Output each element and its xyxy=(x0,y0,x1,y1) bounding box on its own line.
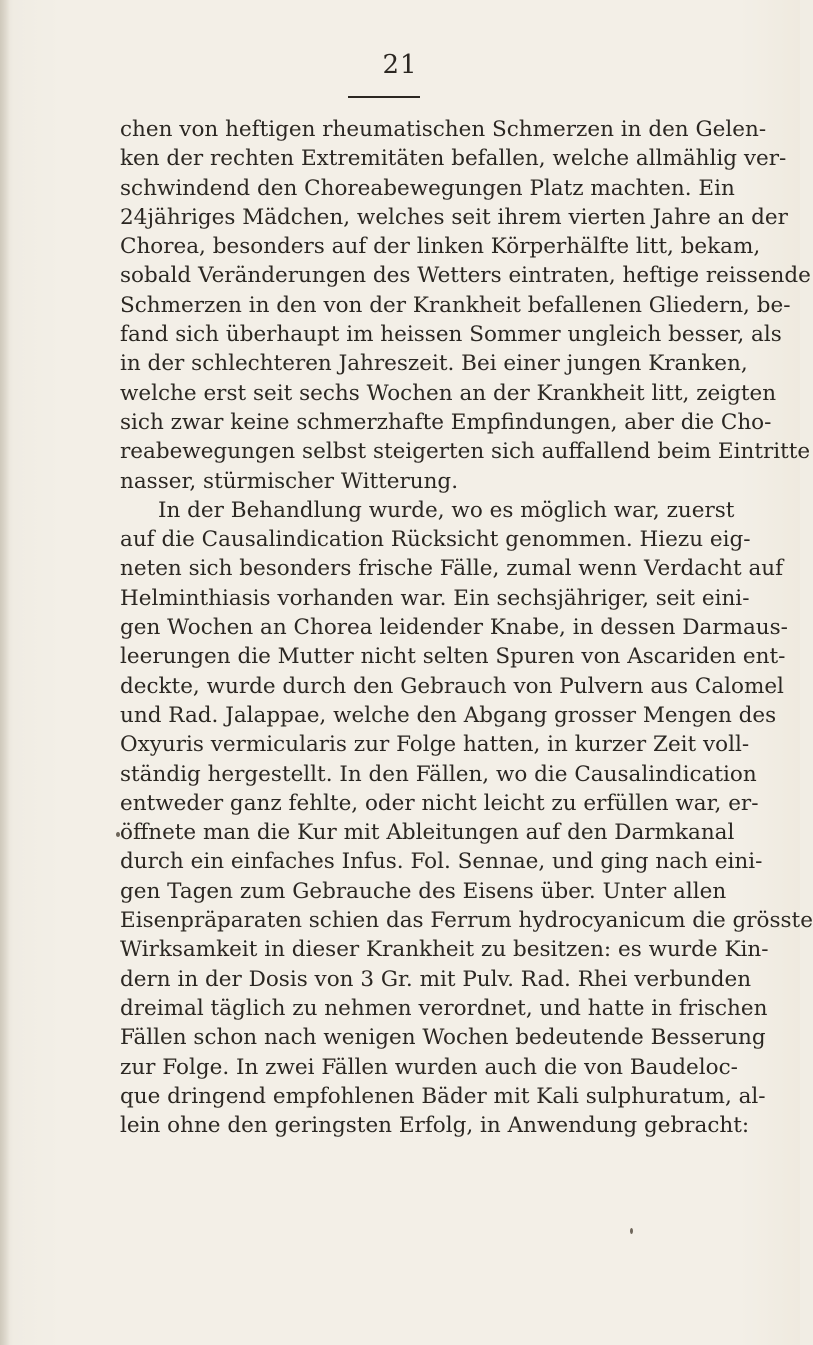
text-line: que dringend empfohlenen Bäder mit Kali sulphuratum, al- xyxy=(120,1083,766,1109)
text-line: öffnete man die Kur mit Ableitungen auf den Darmkanal xyxy=(120,820,735,846)
text-line: reabewegungen selbst steigerten sich auffallend beim Eintritte xyxy=(120,439,811,465)
text-line: Helminthiasis vorhanden war. Ein sechsjähriger, seit eini- xyxy=(120,585,750,611)
text-line: schwindend den Choreabewegungen Platz machten. Ein xyxy=(120,175,735,201)
text-line: ständig hergestellt. In den Fällen, wo die Causalindication xyxy=(120,761,757,787)
text-line: fand sich überhaupt im heissen Sommer ungleich besser, als xyxy=(120,322,782,348)
text-line: ken der rechten Extremitäten befallen, welche allmählig ver- xyxy=(120,146,787,172)
text-line: sich zwar keine schmerzhafte Empfindungen, aber die Cho- xyxy=(120,409,772,435)
spine-shadow xyxy=(0,0,10,1345)
text-line: welche erst seit sechs Wochen an der Krankheit litt, zeigten xyxy=(120,380,777,406)
text-line: Wirksamkeit in dieser Krankheit zu besitzen: es wurde Kin- xyxy=(120,937,769,963)
text-line: leerungen die Mutter nicht selten Spuren von Ascariden ent- xyxy=(120,644,786,670)
text-line: entweder ganz fehlte, oder nicht leicht zu erfüllen war, er- xyxy=(120,790,759,816)
page-number: 21 xyxy=(382,50,418,80)
ink-speck xyxy=(630,1228,633,1234)
text-line: auf die Causalindication Rücksicht genommen. Hiezu eig- xyxy=(120,527,751,553)
text-line: sobald Veränderungen des Wetters eintraten, heftige reissende xyxy=(120,263,811,289)
text-line: und Rad. Jalappae, welche den Abgang grosser Mengen des xyxy=(120,702,777,728)
text-line: zur Folge. In zwei Fällen wurden auch die von Baudeloc- xyxy=(120,1054,738,1080)
text-line: durch ein einfaches Infus. Fol. Sennae, und ging nach eini- xyxy=(120,849,763,875)
text-line: gen Wochen an Chorea leidender Knabe, in dessen Darmaus- xyxy=(120,615,788,641)
text-line: Chorea, besonders auf der linken Körperhälfte litt, bekam, xyxy=(120,234,761,260)
text-line: chen von heftigen rheumatischen Schmerzen in den Gelen- xyxy=(120,117,767,142)
body-text xyxy=(120,115,813,1140)
text-line: in der schlechteren Jahreszeit. Bei einer jungen Kranken, xyxy=(120,351,748,377)
text-line: Schmerzen in den von der Krankheit befallenen Gliedern, be- xyxy=(120,292,791,318)
text-line: dreimal täglich zu nehmen verordnet, und hatte in frischen xyxy=(120,995,768,1021)
paragraph-end-line: lein ohne den geringsten Erfolg, in Anwendung gebracht: xyxy=(120,1113,750,1139)
paragraph-end-line: nasser, stürmischer Witterung. xyxy=(120,468,459,494)
paragraph-start-line: In der Behandlung wurde, wo es möglich war, zuerst xyxy=(158,497,735,523)
text-line: dern in der Dosis von 3 Gr. mit Pulv. Rad. Rhei verbunden xyxy=(120,966,752,992)
text-line: Oxyuris vermicularis zur Folge hatten, in kurzer Zeit voll- xyxy=(120,732,750,758)
header-rule xyxy=(348,96,420,98)
text-line: gen Tagen zum Gebrauche des Eisens über. Unter allen xyxy=(120,878,727,904)
ink-speck xyxy=(116,832,120,837)
text-line: Fällen schon nach wenigen Wochen bedeutende Besserung xyxy=(120,1025,766,1051)
text-line: 24jähriges Mädchen, welches seit ihrem vierten Jahre an der xyxy=(120,204,788,230)
text-line: Eisenpräparaten schien das Ferrum hydrocyanicum die grösste xyxy=(120,908,813,934)
text-line: deckte, wurde durch den Gebrauch von Pulvern aus Calomel xyxy=(120,673,784,699)
text-line: neten sich besonders frische Fälle, zumal wenn Verdacht auf xyxy=(120,556,784,582)
